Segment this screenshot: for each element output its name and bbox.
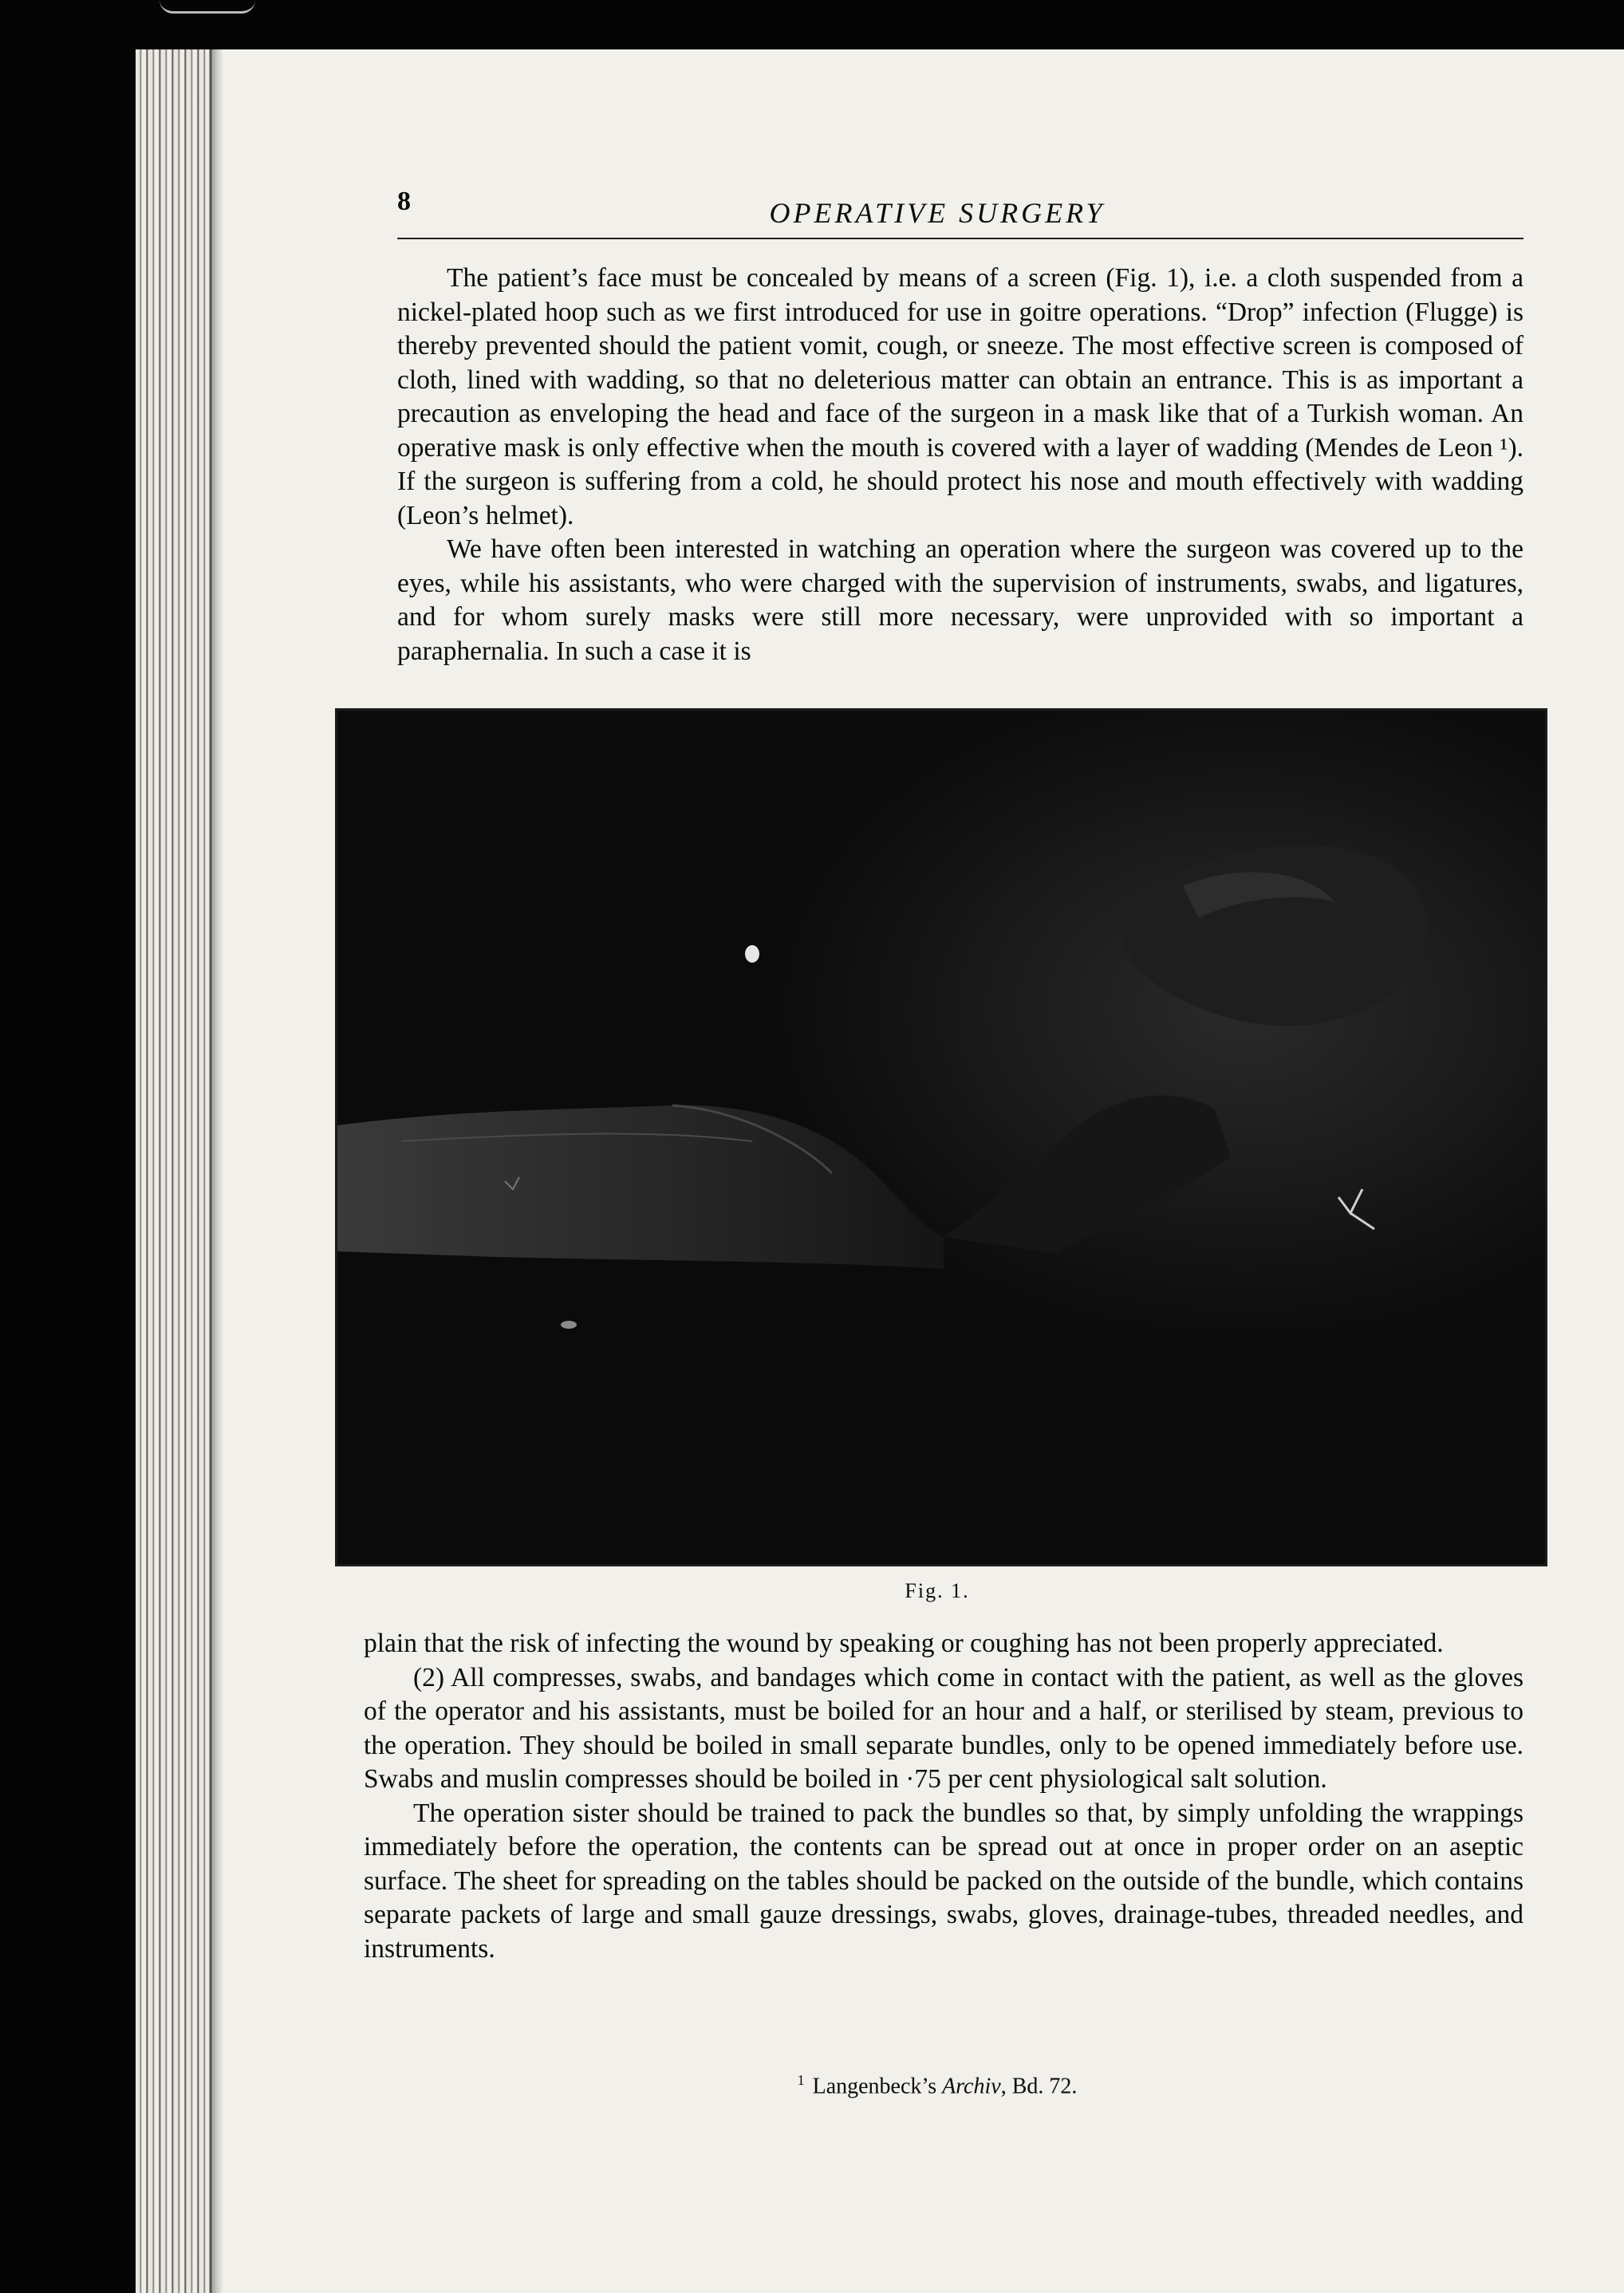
footnote-text-after: , Bd. 72.: [1000, 2074, 1078, 2099]
book-binding-edges: [136, 49, 215, 2293]
footnote-marker: 1: [797, 2072, 805, 2088]
page-header: [351, 183, 1523, 239]
paragraph-risk: plain that the risk of infecting the wound by speaking or coughing has not been properly appreciated.: [364, 1629, 1444, 1658]
page-content: [351, 183, 1523, 2099]
binding-shadow: [209, 49, 223, 2293]
figure-photograph: [335, 708, 1547, 1566]
paragraph-compresses: (2) All compresses, swabs, and bandages which come in contact with the patient, as well as the gloves of the operator and his assistants, must be boiled for an hour and a half, or sterilised by steam, previous to the operation. They should be boiled in small separate bundles, only to be opened immediately before use. Swabs and muslin compresses should be boiled in ·75 per cent physiological salt solution.: [364, 1662, 1523, 1794]
footnote-text-before: Langenbeck’s: [812, 2074, 937, 2099]
patient-under-screen-photo: [337, 711, 1545, 1564]
footnote: [351, 2072, 1523, 2099]
page-number: 8: [397, 187, 411, 216]
figure-caption: Fig. 1.: [905, 1579, 970, 1602]
page-corner-mark: [160, 0, 255, 14]
paragraph-assistants: We have often been interested in watching an operation where the surgeon was covered up to the eyes, while his assistants, who were charged with the supervision of instruments, swabs, and ligatures, and for whom surely masks were still more necessary, were unprovided with so important a paraphernalia. In such a case it is: [397, 534, 1523, 666]
bottom-text-block: [364, 1627, 1523, 1966]
footnote-journal: Archiv: [942, 2074, 1001, 2099]
paragraph-operation-sister: The operation sister should be trained to pack the bundles so that, by simply unfolding the wrappings immediately before the operation, the contents can be spread out at once in proper order on an aseptic surface. The sheet for spreading on the tables should be packed on the outside of the bundle, which contains separate packets of large and small gauze dressings, swabs, gloves, drainage-tubes, threaded needles, and instruments.: [364, 1798, 1523, 1964]
top-text-block: [397, 262, 1523, 668]
running-head: OPERATIVE SURGERY: [769, 197, 1106, 229]
paragraph-screen: The patient’s face must be concealed by means of a screen (Fig. 1), i.e. a cloth suspended from a nickel-plated hoop such as we first introduced for use in goitre operations. “Drop” infection (Flugge) is thereby prevented should the patient vomit, cough, or sneeze. The most effective screen is composed of cloth, lined with wadding, so that no deleterious matter can obtain an entrance. This is as important a precaution as enveloping the head and face of the surgeon in a mask like that of a Turkish woman. An operative mask is only effective when the mouth is covered with a layer of wadding (Mendes de Leon ¹). If the surgeon is suffering from a cold, he should protect his nose and mouth effectively with wadding (Leon’s helmet).: [397, 263, 1523, 530]
header-rule: [397, 238, 1523, 239]
